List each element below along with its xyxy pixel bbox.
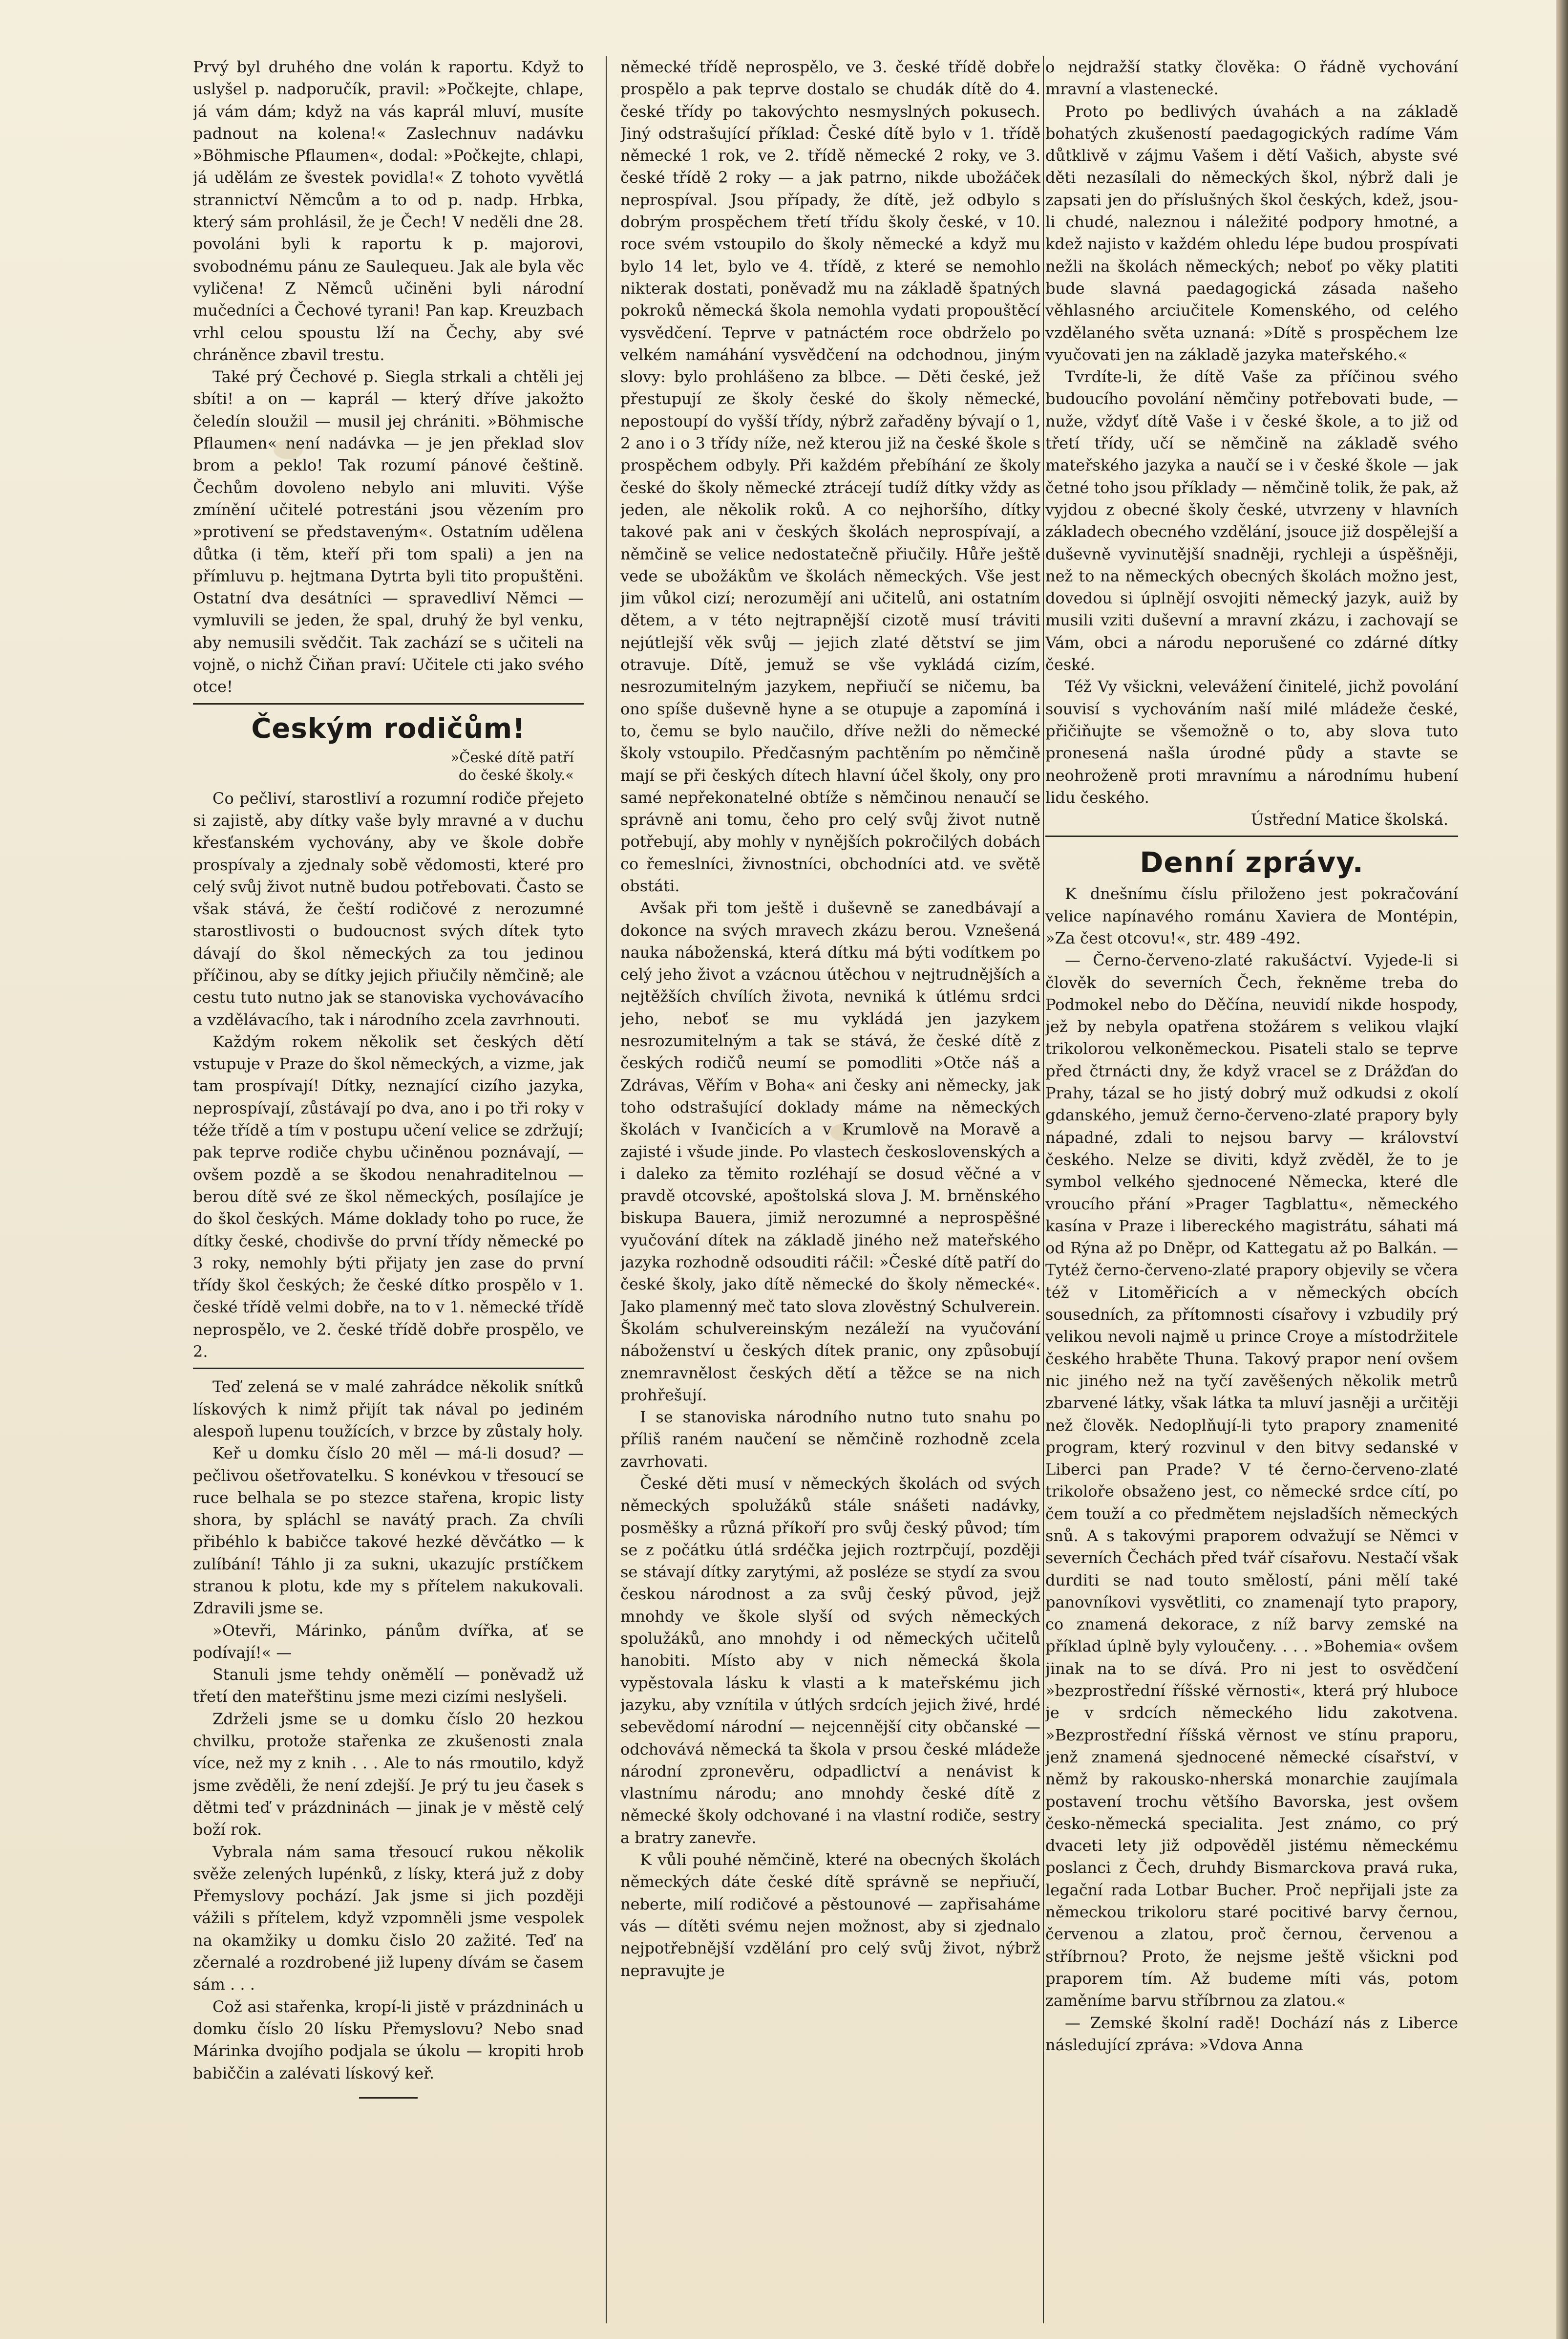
paragraph: Zdrželi jsme se u domku číslo 20 hezkou chvilku, protože stařenka ze zkušenosti znala více, než my z knih . . . Ale to nás rmoutilo, když jsme zvěděli, že není zdejší. Je prý tu jeu časek s dětmi teď v prázdninách — jinak je v městě celý boží rok. [193, 1709, 584, 1839]
column-rule [1043, 56, 1044, 2323]
paragraph: Keř u domku číslo 20 měl — má-li dosud? — pečlivou ošetřovatelku. S konévkou v třesoucí se ruce belhala se po stezce stařena, kropic listy shora, by spláchl se navátý prach. Za chvíli přibéhlo k babičce takové hezké děvčátko — k zulíbání! Táhlo ji za sukni, ukazujíc prstíčkem stranou k plotu, kde my s přítelem nakukovali. Zdravili jsme se. [193, 1444, 584, 1618]
section-divider [193, 703, 584, 705]
column-3 [1045, 56, 1458, 2328]
column-2 [620, 56, 1040, 2328]
epigraph-line: do české školy.« [458, 766, 574, 783]
paragraph: Vybrala nám sama třesoucí rukou několik svěže zelených lupénků, z lísky, která juž z doby Přemyslovy pochází. Jak jsme si jich později vážili s přítelem, když vzpomněli jsme vespolek na okamžiky u domku čislo 20 zažité. Teď na zčernalé a rozdrobené již lupeny dívám se časem sám . . . [193, 1842, 584, 1994]
paragraph: K dnešnímu číslu přiloženo jest pokračování velice napínavého románu Xaviera de Montépin, »Za čest otcovu!«, str. 489 -492. [1045, 884, 1458, 947]
paragraph: Což asi stařenka, kropí-li jistě v prázdninách u domku číslo 20 lísku Přemyslovu? Nebo snad Márinka dvojího podjala se úkolu — kropiti hrob babiččin a zalévati lískový keř. [193, 1997, 584, 2082]
epigraph-line: »České dítě patří [450, 749, 574, 766]
section-divider [193, 1368, 584, 1369]
feuilleton [193, 1376, 584, 2099]
paragraph: Avšak při tom ještě i duševně se zanedbávají a dokonce na svých mravech zkázu berou. Vznešená nauka náboženská, která dítku má býti vodítkem po celý jeho život a vzácnou útěchou v nejtrudnějších a nejtěžších chvílích života, nevniká k útlému srdci jeho, neboť se mu vykládá jen jazykem nesrozumitelným a tak se stává, že české dítě z českých rodičů neumí se pomodliti »Otče náš a Zdrávas, Věřím v Boha« ani česky ani německy, jak toho odstrašující doklady máme na německých školách v Ivančicích a v Krumlově na Moravě a zajisté i všude jinde. Po vlastech československých a i daleko za těmito rozléhají se dosud věčné a v pravdě otcovské, apoštolská slova J. M. brněnského biskupa Bauera, jimiž nerozumné a neprospěšné vyučování dítek na základě jiného než mateřského jazyka rozhodně odsouditi ráčil: »České dítě patří do české školy, jako dítě německé do školy německé«. Jako plamenný meč tato slova zlověstný Schulverein. Školám schulvereinským nezáleží na vyučování náboženství u českých dítek pranic, ony způsobují znemravnělost českých dětí a těžce se na nich prohřešují. [620, 899, 1040, 1404]
paragraph: Prvý byl druhého dne volán k raportu. Když to uslyšel p. nadporučík, pravil: »Počkejte, chlape, já vám dám; když na vás kaprál mluví, musíte padnout na kolena!« Zaslechnuv nadávku »Böhmische Pflaumen«, dodal: »Počkejte, chlapi, já udělám ze švestek povidla!« Z tohoto vyvětlá strannictví Němcům a to od p. nadp. Hrbka, který sám prohlásil, že je Čech! V neděli dne 28. povoláni byli k raportu k p. majorovi, svobodnému pánu ze Saulequeu. Jak ale byla věc vyličena! Z Němců učiněni byli národní mučedníci a Čechové tyrani! Pan kap. Kreuzbach vrhl celou spoustu lží na Čechy, aby své chráněnce zbavil trestu. [193, 58, 584, 364]
paragraph: Každým rokem několik set českých dětí vstupuje v Praze do škol německých, a vizme, jak tam prospívají! Dítky, neznající cizího jazyka, neprospívají, zůstávají po dva, ano i po tři roky v téže třídě a tím v postupu učení velice se zdržují; pak teprve rodiče chybu učiněnou poznávají, — ovšem pozdě a se škodou nenahraditelnou — berou dítě své ze škol německých, posílajíce je do škol českých. Máme doklady toho po ruce, že dítky české, chodivše do první třídy německé po 3 roky, nemohly býti přijaty jen zase do první třídy škol českých; že české dítko prospělo v 1. české třídě velmi dobře, na to v 1. německé třídě neprospělo, ve 2. české třídě dobře prospělo, ve 2. [193, 1032, 584, 1361]
column-rule [606, 56, 607, 2323]
paragraph: Také prý Čechové p. Siegla strkali a chtěli jej sbíti! a on — kaprál — který dříve jakožto čeledín sloužil — musil jej chrániti. »Böhmische Pflaumen« není nadávka — je jen překlad slov brom a peklo! Tak rozumí pánové češtině. Čechům dovoleno nebylo ani mluviti. Výše zmínění učitelé potrestáni jsou vězením pro »protivení se představeným«. Ostatním udělena důtka (i těm, kteří při tom spali) a jen na přímluvu p. hejtmana Dytrta byli tito propuštěni. Ostatní dva desátníci — spravedliví Němci — vymluvili se jeden, že spal, druhý že byl venku, aby nemusili svědčit. Tak zachází se s učiteli na vojně, o nichž Čiňan praví: Učitele cti jako svého otce! [193, 367, 584, 696]
paragraph: Stanuli jsme tehdy oněmělí — poněvadž už třetí den mateřštinu jsme mezi cizími neslyšeli. [193, 1665, 584, 1706]
paragraph: K vůli pouhé němčině, které na obecných školách německých dáte české dítě správně se nepřiučí, neberte, milí rodičové a pěstounové — zapřisaháme vás — dítěti svému nejen možnost, aby si zjednalo nejpotřebnější vzdělání pro celý svůj život, nýbrž nepravujte je [620, 1850, 1040, 1980]
paragraph: o nejdražší statky člověka: O řádně vychování mravní a vlastenecké. [1045, 58, 1458, 99]
intro-report [193, 56, 584, 698]
epigraph [193, 749, 584, 784]
paragraph: Proto po bedlivých úvahách a na základě bohatých zkušeností paedagogických radíme Vám důtklivě v zájmu Vašem i dětí Vašich, abyste své děti nezasílali do německých škol, nýbrž dali je zapsati jen do příslušných škol českých, kdež, jsou-li chudé, naleznou i náležité podpory hmotné, a kdež najisto v každém ohledu lépe budou prospívati nežli na školách německých; neboť po věky platiti bude slavná paedagogická zásada našeho věhlasného arciučitele Komenského, od celého vzdělaného světa uznaná: »Dítě s prospěchem lze vyučovati jen na základě jazyka mateřského.« [1045, 102, 1458, 364]
paragraph: Teď zelená se v malé zahrádce několik snítků lískových k nimž přijít tak nával po jediném alespoň lupenu toužících, v brzce by zůstaly holy. [193, 1377, 584, 1440]
paragraph: Též Vy všickni, velevážení činitelé, jichž povolání souvisí s vychováním naší milé mládeže české, přičiňujte se všemožně o to, aby slova tuto pronesená našla úrodné půdy a stavte se neohroženě proti mravnímu a národnímu hubení lidu českého. [1045, 677, 1458, 807]
paragraph: I se stanoviska národního nutno tuto snahu po příliš raném naučení se němčině rozhodně zcela zavrhovati. [620, 1408, 1040, 1471]
article-heading: Českým rodičům! [251, 712, 526, 745]
signature: Ústřední Matice školská. [1250, 810, 1448, 829]
paragraph: — Černo-červeno-zlaté rakušáctví. Vyjede-li si člověk do severních Čech, řekněme treba do Podmokel nebo do Děčína, neuvidí nikde hospody, jež by nebyla opatřena stožárem s velikou vlajkí trikolorou velkoněmeckou. Pisateli stalo se teprve před čtrnácti dny, že když vracel se z Drážďan do Prahy, tázal se ho jistý dobrý muž odkudsi z okolí gdanského, jemuž černo-červeno-zlaté prapory byly nápadné, zdali to nejsou barvy — království českého. Nelze se diviti, když zvěděl, že to je symbol velkého sjednocené Německa, které dle vroucího přání »Prager Tagblattu«, německého kasína v Praze i libereckého magistrátu, sáhati má od Rýna až po Dněpr, od Kattegatu až po Balkán. — Tytéž černo-červeno-zlaté prapory objevily se včera též v Litoměřicích a v německých obcích sousedních, za přítomnosti císařovy i vzbudily prý velikou nevoli najmě u prince Croye a místodržitele českého hraběte Thuna. Takový prapor není ovšem nic jiného než na tyčí zavěšených několik metrů zbarvené látky, však látka ta mluví jasněji a určitěji než člověk. Nedoplňují-li tyto prapory znamenité program, který rozvinul v den bitvy sedanské v Liberci pan Prade? V té černo-červeno-zlaté trikoloře obsaženo jest, co německé srdce cítí, po čem touží a co předmětem nejsladších německých snů. A s takovými praporem odvažují se Němci v severních Čechách před tvář císařovu. Nestačí však durditi se nad touto smělostí, páni mělí také panovníkovi vysvětliti, co znamenají tyto prapory, co znamená dekorace, z níž barvy zemské na příklad úplně byly vyloučeny. . . . »Bohemia« ovšem jinak na to se dívá. Pro ni jest to osvědčení »bezprostřední říšské věrnosti«, která prý hluboce je v srdcích německého lidu zakotvena. »Bezprostřední říšská věrnost ve stínu praporu, jenž znamená sjednocené německé císařství, v němž by rakousko-nherská monarchie zaujímala postavení trochu většího Bavorska, jest ovšem česko-německá specialita. Jest známo, co prý dvaceti lety již odpověděl jistému německému poslanci z Čech, druhdy Bismarckova pravá ruka, legační rada Lotbar Bucher. Proč nepřijali jste za německou trikoloru staré pocitivé barvy černou, červenou a zlatou, proč černou, červenou a stříbrnou? Proto, že nejsme ještě všickni pod praporem tím. Až budeme míti vás, potom zaměníme barvu stříbrnou za zlatou.« [1045, 951, 1458, 2010]
section-divider [1045, 836, 1458, 837]
paragraph: německé třídě neprospělo, ve 3. české třídě dobře prospělo a pak teprve dostalo se chudák dítě do 4. české třídy po takovýchto nesmyslných pokusech. Jiný odstrašující příklad: České dítě bylo v 1. třídě německé 1 rok, ve 2. třídě německé 2 roky, ve 3. české třídě 2 roky — a jak patrno, nikde ubožáček neprospíval. Jsou případy, že dítě, jež odbylo s dobrým prospěchem třetí třídu školy české, v 10. roce svém vstoupilo do školy německé a když mu bylo 14 let, bylo ve 4. třídě, z které se nemohlo nikterak dostati, poněvadž mu na základě špatných pokroků německá škola nemohla vydati propouštěcí vysvědčení. Teprve v patnáctém roce obdrželo po velkém namáhání vysvědčení na odchodnou, jiným slovy: bylo prohlášeno za blbce. — Děti české, jež přestupují ze školy české do školy německé, nepostoupí do vyšší třídy, nýbrž zařaděny bývají o 1, 2 ano i o 3 třídy níže, než kterou již na české škole s prospěchem odbyly. Při každém přebíhání ze školy české do školy německé ztrácejí tudíž dítky vždy as jeden, ale několik roků. A co nejhoršího, dítky takové pak ani v českých školách neprospívají, a němčině se velice nedostatečně přiučily. Hůře ještě vede se ubožákům ve školách německých. Vše jest jim vůkol cizí; nerozumějí ani učitelů, ani ostatním dětem, a v této nejtrapnější cizotě musí tráviti nejútlejší věk svůj — jejich zlaté dětství se jim otravuje. Dítě, jemuž se vše vykládá cizím, nesrozumitelným jazykem, nepřiučí se ničemu, ba ono spíše duševně hyne a se otupuje a zapomíná i to, čemu se bylo naučilo, dříve nežli do německé školy vstoupilo. Předčasným pachtěním po němčině mají se při českých dítech hlavní účel školy, ony pro samé nepřekonatelné obtíže s němčinou nenaučí se správně ani tomu, čeho pro celý svůj život nutně potřebují, aby mohly v nynějších pokročilých dobách co řemeslníci, živnostníci, obchodníci atd. ve světě obstáti. [620, 58, 1040, 895]
column-1 [193, 56, 584, 2328]
paragraph: — Zemské školní radě! Dochází nás z Liberce následující zpráva: »Vdova Anna [1045, 2013, 1458, 2054]
paragraph: České děti musí v německých školách od svých německých spolužáků stále snášeti nadávky, posměšky a různá příkoří pro svůj český původ; tím se z počátku útlá srdéčka jejich roztrpčují, později se stávají dítky zarytými, až posléze se stydí za svou českou národnost a za svůj český původ, jejž mnohdy ve škole slyší od svých německých spolužáků, ano mnohdy i od německých učitelů hanobiti. Místo aby v nich německá škola vypěstovala lásku k vlasti a k mateřskému jich jazyku, aby vznítila v útlých srdcích jejich živé, hrdé sebevědomí národní — nejcennější city občanské — odchovává německá ta škola v prsou české mládeže národní zpronevěru, odpadlictví a nenávist k vlastnímu národu; ano mnohdy české dítě z německé školy odchované i na vlastní rodiče, sestry a bratry zanevře. [620, 1474, 1040, 1847]
paragraph: Co pečliví, starostliví a rozumní rodiče přejeto si zajistě, aby dítky vaše byly mravné a v duchu křesťanském vychovány, aby ve škole dobře prospívaly a zjednaly sobě vědomosti, které pro celý svůj život nutně budou potřebovati. Často se však stává, že čeští rodičové z nerozumné starostlivosti o budoucnost svých dítek tyto dávají do škol německých za tou jedinou příčinou, aby se dítky jejich přiučily němčině; ale cestu tuto nutno jak se stanoviska vychovávacího a vzdělávacího, tak i národního zcela zavrhnouti. [193, 789, 584, 1029]
paragraph: »Otevři, Márinko, pánům dvířka, ať se podívají!« — [193, 1621, 584, 1662]
paragraph: Tvrdíte-li, že dítě Vaše za příčinou svého budoucího povolání němčiny potřebovati bude, — nuže, vždyť dítě Vaše i v české škole, a to již od třetí třídy, učí se němčině na základě svého mateřského jazyka a naučí se i v české škole — jak četné toho jsou příklady — němčině tolik, že pak, až vyjdou z obecné školy české, utvrzeny v hlavních základech obecného vzdělání, jsouce již dospělejší a duševně vyvinutější snadněji, rychleji a úspěšněji, než to na německých obecných školách možno jest, dovedou si úplnějí osvojiti německý jazyk, auiž by musili vziti duševní a mravní zkázu, i zachovají se Vám, obci a národu neporušené co zdárné dítky české. [1045, 367, 1458, 674]
end-rule [359, 2097, 418, 2099]
news-heading: Denní zprávy. [1140, 846, 1364, 880]
page-edge-shadow [1556, 0, 1568, 2339]
